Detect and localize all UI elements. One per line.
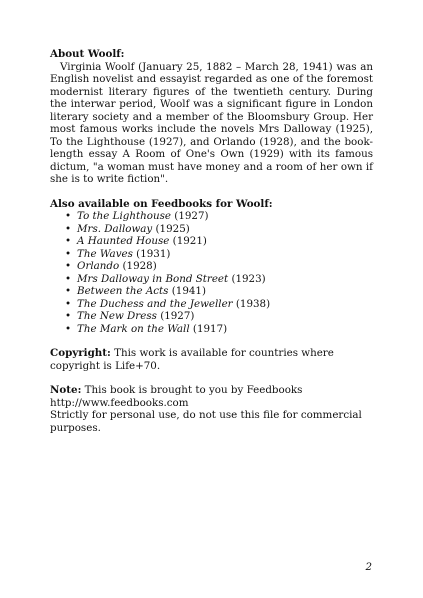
bullet-icon: • <box>65 210 72 222</box>
copyright-label: Copyright: <box>50 347 111 359</box>
book-year: (1928) <box>122 260 157 272</box>
bullet-icon: • <box>65 260 72 272</box>
book-title: Mrs Dalloway in Bond Street <box>77 272 229 285</box>
also-available-heading: Also available on Feedbooks for Woolf: <box>50 197 273 210</box>
about-section <box>50 48 373 186</box>
book-year: (1938) <box>235 297 271 310</box>
feedbooks-url: http://www.feedbooks.com <box>50 396 189 409</box>
book-list <box>50 210 373 335</box>
copyright-text-block <box>50 347 373 372</box>
copyright-text: This work is available for countries where copyright is Life+70. <box>50 347 334 372</box>
list-item <box>65 235 373 248</box>
list-item <box>65 323 373 336</box>
also-available-section <box>50 198 373 336</box>
list-item <box>65 248 373 261</box>
list-item <box>65 310 373 323</box>
note-section <box>50 384 373 434</box>
about-text: Virginia Woolf (January 25, 1882 – March 28, 1941) was an English novelist and essayist regarded as one of the foremost modernist literary figures of the twentieth century. During the interwar period, Woolf was a significant figure in London literary society and a member of the Bloomsbury Group. Her most famous works include the novels Mrs Dalloway (1925), To the Lighthouse (1927), and Orlando (1928), and the book-length essay A Room of One's Own (1929) with its famous dictum, "a woman must have money and a room of her own if she is to write fiction". <box>50 60 373 185</box>
book-title: The New Dress <box>77 310 157 322</box>
bullet-icon: • <box>65 322 72 335</box>
book-title: The Mark on the Wall <box>77 322 190 335</box>
list-item <box>65 298 373 311</box>
restriction-text: Strictly for personal use, do not use this file for commercial purposes. <box>50 409 362 434</box>
book-year: (1941) <box>171 285 206 297</box>
book-year: (1925) <box>155 222 190 235</box>
book-title: The Duchess and the Jeweller <box>77 297 233 310</box>
note-line <box>50 384 373 397</box>
list-item <box>65 285 373 298</box>
about-heading: About Woolf: <box>50 48 125 60</box>
list-item <box>65 260 373 273</box>
bullet-icon: • <box>65 247 72 260</box>
book-title: The Waves <box>77 247 133 260</box>
list-item <box>65 210 373 223</box>
bullet-icon: • <box>65 235 72 247</box>
list-item <box>65 273 373 286</box>
book-title: To the Lighthouse <box>77 210 172 222</box>
book-year: (1917) <box>192 322 228 335</box>
bullet-icon: • <box>65 285 72 297</box>
book-year: (1931) <box>136 247 171 260</box>
book-title: Between the Acts <box>77 285 169 297</box>
book-title: Mrs. Dalloway <box>77 222 153 235</box>
bullet-icon: • <box>65 310 72 322</box>
list-item <box>65 223 373 236</box>
book-year: (1927) <box>160 310 195 322</box>
bullet-icon: • <box>65 297 72 310</box>
bullet-icon: • <box>65 222 72 235</box>
page-number: 2 <box>365 561 372 573</box>
book-title: A Haunted House <box>77 235 170 247</box>
bullet-icon: • <box>65 272 72 285</box>
copyright-section <box>50 347 373 372</box>
book-year: (1927) <box>174 210 209 222</box>
note-text: This book is brought to you by Feedbooks <box>84 384 303 396</box>
note-label: Note: <box>50 384 82 396</box>
book-title: Orlando <box>77 260 120 272</box>
book-year: (1923) <box>231 272 266 285</box>
book-year: (1921) <box>172 235 207 247</box>
document-page <box>50 48 373 446</box>
